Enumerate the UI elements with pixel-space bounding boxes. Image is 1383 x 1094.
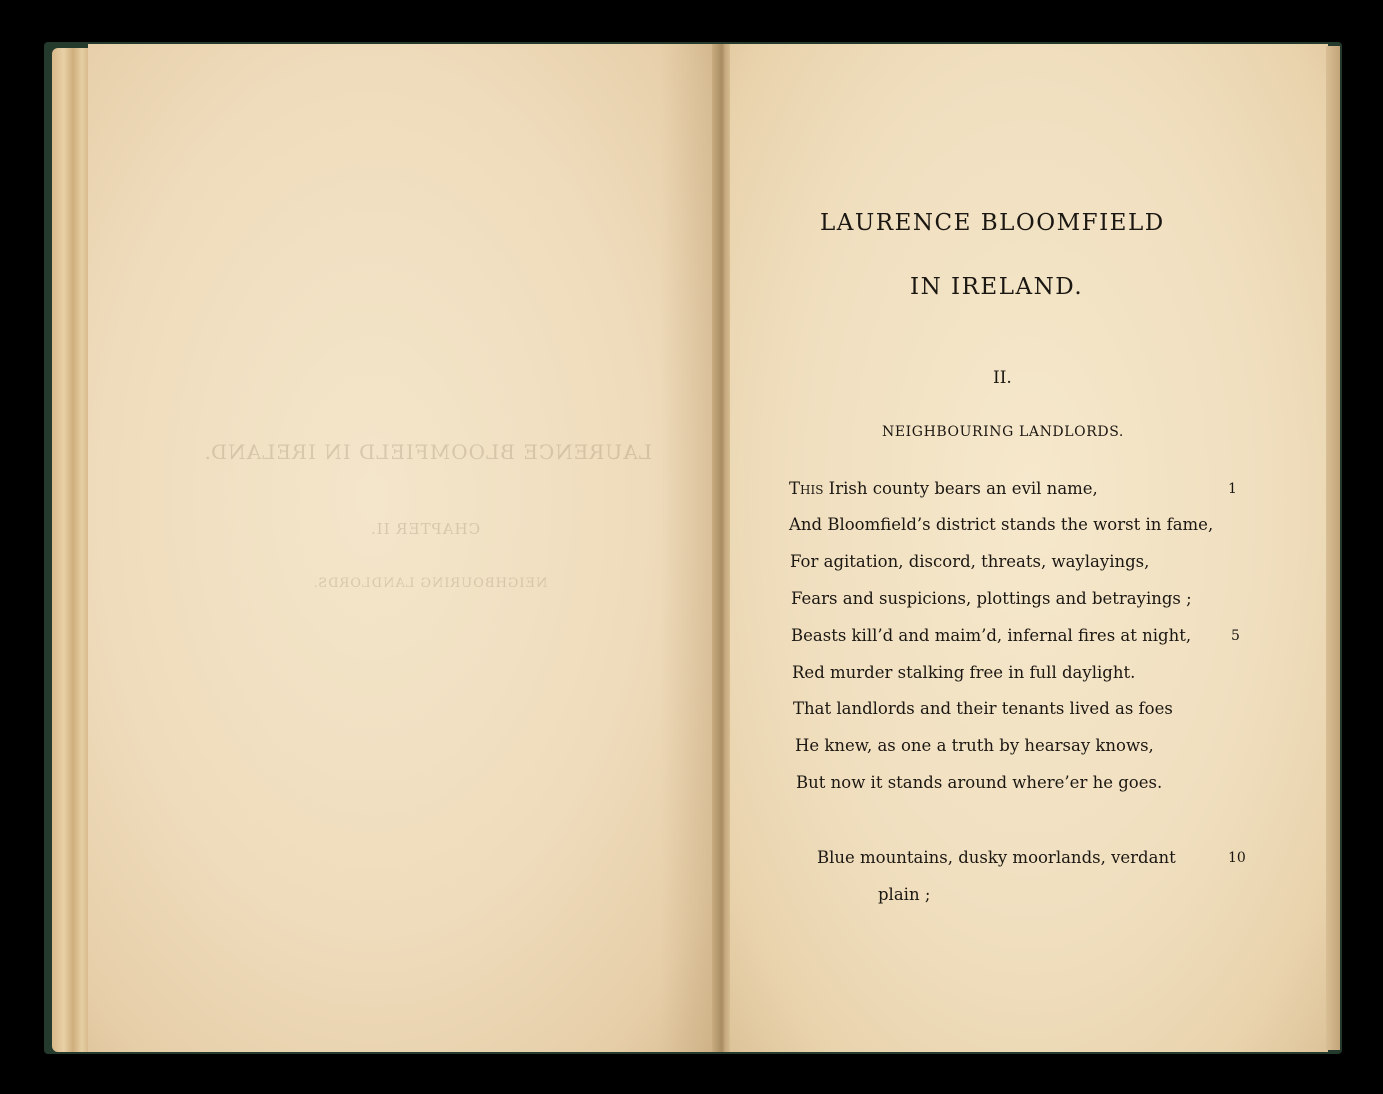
right-page-edge bbox=[1326, 46, 1340, 1050]
poem-line-1 bbox=[789, 479, 1098, 498]
poem-line-3: For agitation, discord, threats, waylayings, bbox=[790, 552, 1150, 571]
poem-line-7: That landlords and their tenants lived as foes bbox=[793, 699, 1173, 718]
poem-line-9: But now it stands around where’er he goes. bbox=[796, 773, 1163, 792]
book-title-line2: IN IRELAND. bbox=[910, 274, 1084, 300]
line-number-5: 5 bbox=[1231, 628, 1240, 644]
bleed-through-title: LAURENCE BLOOMFIELD IN IRELAND. bbox=[203, 440, 652, 464]
line-number-10: 10 bbox=[1228, 850, 1246, 866]
right-page bbox=[730, 44, 1328, 1052]
book-title-line1: LAURENCE BLOOMFIELD bbox=[820, 210, 1165, 236]
poem-line-8: He knew, as one a truth by hearsay knows, bbox=[795, 736, 1154, 755]
left-page bbox=[88, 44, 720, 1052]
chapter-number: II. bbox=[993, 368, 1012, 388]
poem-line-10: Blue mountains, dusky moorlands, verdant bbox=[817, 848, 1176, 867]
first-word: This bbox=[789, 479, 824, 498]
chapter-subtitle: NEIGHBOURING LANDLORDS. bbox=[882, 424, 1124, 440]
line-number-1: 1 bbox=[1228, 481, 1237, 497]
poem-line-11: plain ; bbox=[878, 885, 931, 904]
poem-line-6: Red murder stalking free in full daylight. bbox=[792, 663, 1136, 682]
poem-line-1-rest: Irish county bears an evil name, bbox=[823, 479, 1098, 498]
bleed-through-subtitle: NEIGHBOURING LANDLORDS. bbox=[312, 576, 548, 591]
poem-line-4: Fears and suspicions, plottings and betrayings ; bbox=[791, 589, 1192, 608]
bleed-through-chapter: CHAPTER II. bbox=[369, 520, 481, 538]
poem-line-5: Beasts kill’d and maim’d, infernal fires at night, bbox=[791, 626, 1192, 645]
poem-line-2: And Bloomfield’s district stands the worst in fame, bbox=[789, 515, 1214, 534]
